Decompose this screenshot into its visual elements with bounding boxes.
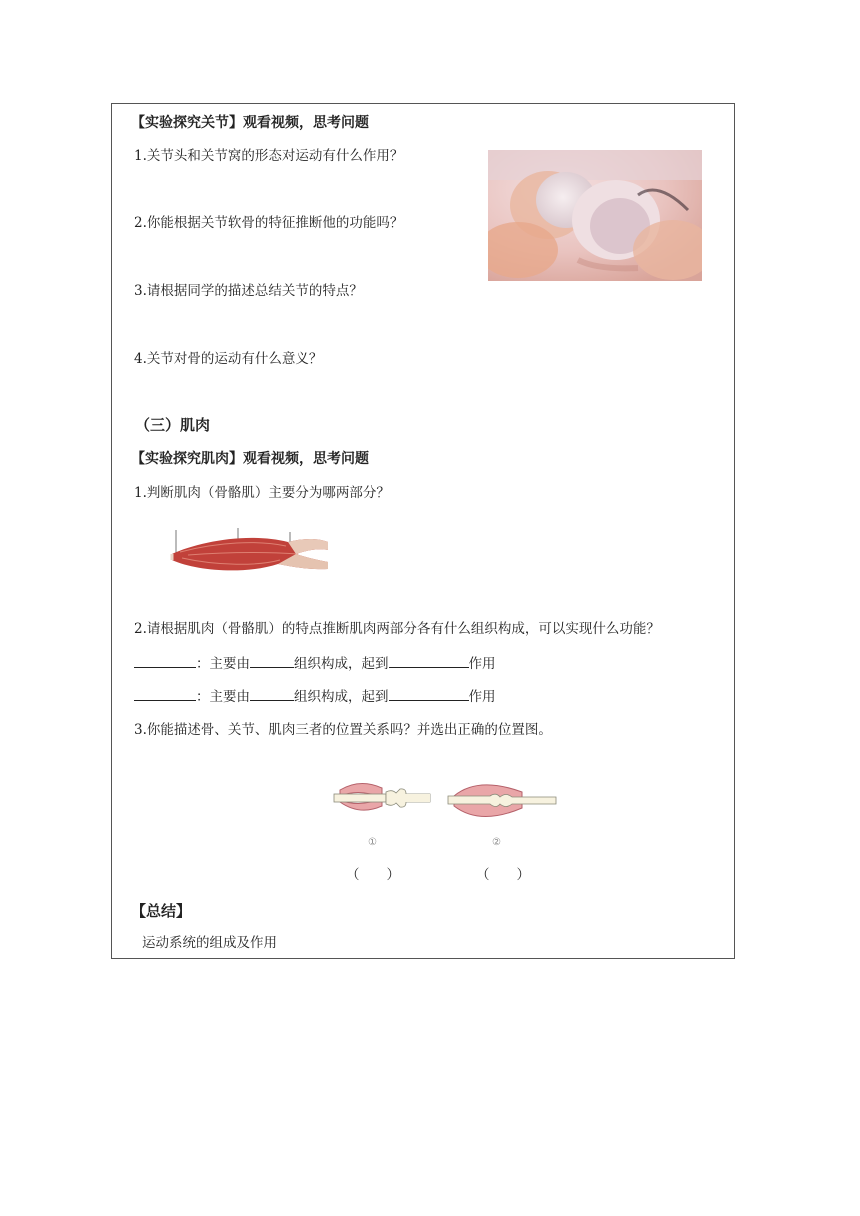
fill-line-1 <box>134 655 496 672</box>
muscle-question-2: 2.请根据肌肉（骨骼肌）的特点推断肌肉两部分各有什么组织构成，可以实现什么功能？ <box>134 621 660 637</box>
answer-paren-2[interactable]: （ ） <box>476 867 530 883</box>
answer-paren-1[interactable]: （ ） <box>346 867 400 883</box>
blank-function-2[interactable] <box>389 688 469 701</box>
muscle-heading: 【实验探究肌肉】观看视频，思考问题 <box>131 451 369 467</box>
diagram-2 <box>448 785 556 817</box>
muscle-section-title: （三）肌肉 <box>135 416 211 434</box>
muscle-question-1: 1.判断肌肉（骨骼肌）主要分为哪两部分？ <box>134 485 390 501</box>
joint-heading: 【实验探究关节】观看视频，思考问题 <box>131 115 369 131</box>
diagram-1-label: ① <box>368 837 377 848</box>
diagram-1 <box>334 783 430 810</box>
fill-line-2 <box>134 688 496 705</box>
fill-text-b: 组织构成，起到 <box>294 689 389 705</box>
position-diagrams <box>330 772 562 852</box>
blank-part-name-2[interactable] <box>134 688 196 701</box>
muscle-question-3: 3.你能描述骨、关节、肌肉三者的位置关系吗？并选出正确的位置图。 <box>134 722 552 738</box>
summary-text: 运动系统的组成及作用 <box>142 935 277 951</box>
fill-text-c: 作用 <box>468 656 496 672</box>
joint-question-4: 4.关节对骨的运动有什么意义？ <box>134 351 323 367</box>
joint-question-3: 3.请根据同学的描述总结关节的特点？ <box>134 283 363 299</box>
blank-tissue-1[interactable] <box>250 655 294 668</box>
skeletal-muscle-figure <box>168 524 330 580</box>
blank-tissue-2[interactable] <box>250 688 294 701</box>
blank-part-name-1[interactable] <box>134 655 196 668</box>
blank-function-1[interactable] <box>389 655 469 668</box>
fill-text-b: 组织构成，起到 <box>294 656 389 672</box>
summary-heading: 【总结】 <box>131 902 192 920</box>
fill-text-c: 作用 <box>468 689 496 705</box>
joint-photo <box>488 150 702 281</box>
fill-text-a: ：主要由 <box>196 656 250 672</box>
joint-question-1: 1.关节头和关节窝的形态对运动有什么作用？ <box>134 148 404 164</box>
fill-text-a: ：主要由 <box>196 689 250 705</box>
diagram-2-label: ② <box>492 837 501 848</box>
joint-question-2: 2.你能根据关节软骨的特征推断他的功能吗？ <box>134 215 404 231</box>
